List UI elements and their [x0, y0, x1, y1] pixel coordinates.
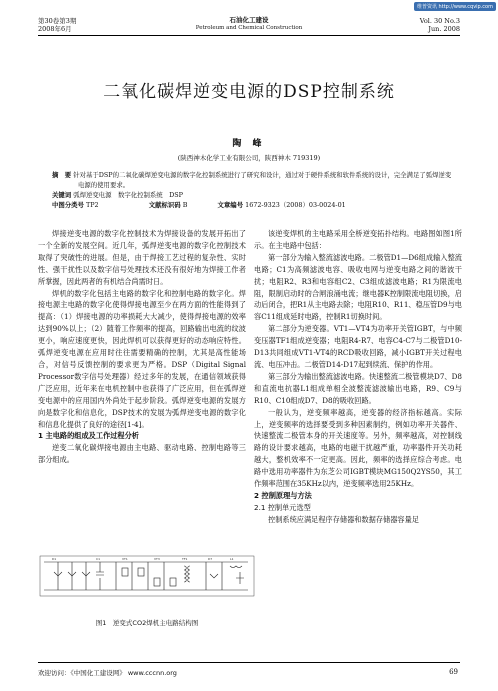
- classification: TP2: [86, 201, 99, 209]
- paragraph: 第二部分为逆变器。VT1—VT4为功率开关管IGBT，与中频变压器TF1组成逆变器；电阻R4-R7、电容C4-C7与二极管D10-D13共同组成VT1-VT4的RCD吸收回路，减小IGBT开关过程电流、电压冲击。二极管D14-D17起到续流、保护的作用。: [254, 324, 462, 369]
- svg-text:TF1: TF1: [182, 557, 188, 561]
- header-rule: [38, 35, 460, 36]
- doc-code-label: 文献标识码: [148, 201, 181, 209]
- svg-text:C1: C1: [96, 557, 101, 561]
- figure-caption: 图1 逆变式CO2焊机主电路结构图: [95, 619, 199, 627]
- abstract-label: 摘 要: [52, 171, 72, 179]
- section-2-heading: 2 控制原理与方法: [254, 490, 312, 500]
- journal-date: 2008年6月: [38, 25, 72, 33]
- main-circuit-figure: [38, 552, 256, 598]
- svg-text:D7: D7: [208, 557, 213, 561]
- paragraph: 焊接逆变电源的数字化控制技术为焊接设备的发展开拓出了一个全新的发展空间。近几年，弧焊逆变电源的数字化控制技术取得了突破性的进展。但是，由于焊接工艺过程的复杂性、实时性、强干扰性以及数字信号处理技术还没有很好地为焊接工作者所掌握，因此两者的有机结合尚需时日。: [38, 229, 246, 286]
- svg-text:D1: D1: [52, 557, 57, 561]
- svg-text:VT3: VT3: [154, 557, 160, 561]
- source-watermark: 维普资讯 http://www.cqvip.com: [414, 2, 496, 11]
- doc-code: B: [182, 201, 188, 209]
- article-number: 1672-9323（2008）03-0024-01: [245, 201, 346, 209]
- right-column: [254, 228, 462, 526]
- paragraph: 焊机的数字化包括主电路的数字化和控制电路的数字化。焊接电源主电路的数字化使得焊接电源至少在两方面的性能得到了提高：（1）焊接电源的功率损耗大大减少，使得焊接电源的效率达到90%以上；（2）随着工作频率的提高，回路输出电流的纹波更小，响应速度更快，因此焊机可以获得更好的动态响应特性。弧焊逆变电源在应用时往往需要精确的控制，尤其是高性能场合，对信号反馈控制的要求更为严格。DSP（Digital Signal Processor数字信号处理器）经过多年的发展，在通信领域获得广泛应用，近年来在电机控制中也获得了广泛应用，但在弧焊逆变电源中的应用国内外尚处于起步阶段。弧焊逆变电源的发展方向是数字化和信息化，DSP技术的发展为弧焊逆变电源的数字化和信息化提供了良好的途径[1-4]。: [38, 288, 246, 429]
- classification-label: 中图分类号: [52, 201, 84, 209]
- page-number: 69: [449, 668, 458, 676]
- volume-en: Vol. 30 No.3: [419, 17, 460, 25]
- paragraph: 第一部分为输入整流滤波电路。二极管D1—D6组成输入整流电路；C1为高频滤波电容、吸收电网与逆变电路之间的谐波干扰；电阻R2、R3和电容组C2、C3组成滤波电路；R1为限流电阻，限制启动时的合闸浪涌电流；继电器K控制限流电阻切换，启动后闭合，把R1从主电路去除；电阻R10、R11、稳压管D9与电容C11组成延时电路，控制R1切换时间。: [254, 252, 462, 322]
- author: 陶 峰: [232, 139, 266, 149]
- paragraph: 控制系统应满足程序存储器和数据存储器容量足: [268, 514, 419, 524]
- keywords: 弧焊逆变电源 数字化控制系统 DSP: [73, 191, 183, 199]
- left-column: [38, 228, 246, 466]
- journal-name-en: Petroleum and Chemical Construction: [195, 25, 303, 31]
- paper-title: 二氧化碳焊逆变电源的DSP控制系统: [103, 82, 395, 102]
- affiliation: (陕西神木化学工业有限公司，陕西神木 719319): [177, 154, 321, 162]
- paragraph: 逆变二氧化碳焊接电源由主电路、驱动电路、控制电路等三部分组成。: [38, 443, 246, 465]
- journal-volume: 第30卷第3期: [38, 17, 77, 25]
- svg-text:L1: L1: [230, 557, 234, 561]
- abstract: [52, 170, 452, 210]
- footer-rule: [38, 662, 460, 663]
- section-2-1-heading: 2.1 控制单元选型: [254, 502, 311, 512]
- paragraph: 一般认为，逆变频率越高，逆变器的经济指标越高。实际上，逆变频率的选择要受到多种因素制约，例如功率开关器件、快速整流二极管本身的开关速度等。另外，频率越高，对控制线路的设计要求越高，电路的电磁干扰越严重，功率器件开关功耗越大，整机效率不一定更高。因此，频率的选择应综合考虑。电路中选用功率器件为东芝公司IGBT模块MG150Q2YS50，其工作频率范围在35KHz以内，逆变频率选用25KHz。: [254, 407, 462, 489]
- paragraph: 第三部分为输出整流滤波电路。快速整流二极管模块D7、D8和直流电抗器L1组成单相全波整流滤波输出电路，R9、C9与R10、C10组成D7、D8的吸收回路。: [254, 371, 462, 405]
- journal-name: 石油化工建设: [229, 16, 269, 24]
- footer-text: 欢迎访问：《中国化工建设网》 www.cccnn.org: [38, 669, 177, 677]
- article-number-label: 文章编号: [217, 201, 244, 209]
- keywords-label: 关键词: [52, 191, 72, 199]
- abstract-text: 针对基于DSP的二氧化碳焊逆变电源的数字化控制系统进行了研究和设计，通过对于硬件系统和软件系统的设计，完全满足了弧焊逆变电源的使用要求。: [73, 171, 452, 189]
- paragraph: 该逆变焊机的主电路采用全桥逆变拓扑结构。电路图如图1所示。在主电路中包括：: [254, 229, 462, 250]
- svg-text:VT1: VT1: [122, 557, 128, 561]
- section-1-heading: 1 主电路的组成及工作过程分析: [38, 431, 139, 441]
- date-en: Jun. 2008: [428, 25, 460, 33]
